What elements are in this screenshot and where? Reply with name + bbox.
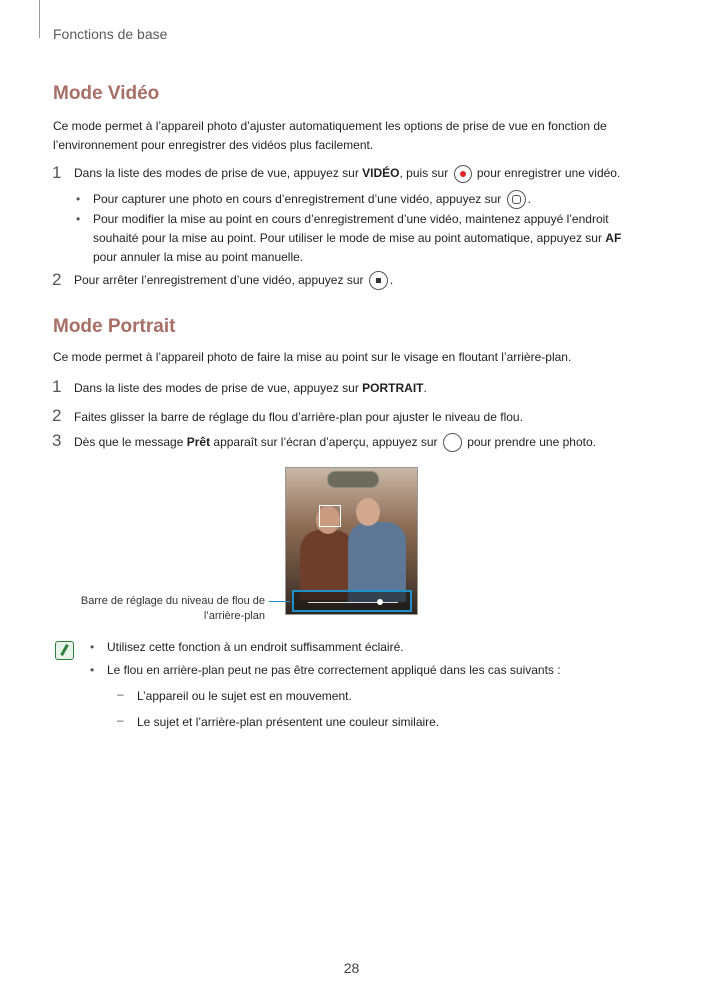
portrait-preview-image [285,467,418,615]
video-step-2-number: 2 [52,270,62,289]
bullet-marker: • [76,192,81,206]
page-number: 28 [343,960,360,976]
note-pencil-icon [55,641,74,660]
note-dash-2: Le sujet et l’arrière-plan présentent une couleur similaire. [137,715,440,729]
dash-marker: – [117,687,124,701]
video-step-1-bold: VIDÉO [362,166,400,180]
video-bullet-2 [93,210,641,267]
section-title-video: Mode Vidéo [53,83,160,104]
note-bullet-1: Utilisez cette fonction à un endroit suffisamment éclairé. [107,640,404,654]
section-title-portrait: Mode Portrait [53,316,176,337]
record-icon [454,165,472,183]
portrait-step-3-number: 3 [52,431,62,450]
portrait-step-1 [74,379,644,398]
portrait-step-3-bold: Prêt [186,435,211,449]
video-bullet-2-post: pour annuler la mise au point manuelle. [93,250,304,264]
shutter-icon [443,433,462,452]
video-step-1-mid: , puis sur [399,166,452,180]
bullet-marker: • [90,663,95,677]
portrait-step-3 [74,433,644,452]
video-step-1-pre: Dans la liste des modes de prise de vue, appuyez sur [74,166,363,180]
portrait-step-3-pre: Dès que le message [74,435,187,449]
video-step-2-pre: Pour arrêter l’enregistrement d’une vidéo, appuyez sur [74,273,367,287]
callout-label [60,594,265,624]
dash-marker: – [117,713,124,727]
callout-line [269,601,290,602]
portrait-step-1-post: . [423,381,427,395]
portrait-step-1-number: 1 [52,377,62,396]
portrait-step-2-number: 2 [52,406,62,425]
header-title: Fonctions de base [53,26,168,42]
portrait-step-1-bold: PORTRAIT [362,381,424,395]
video-bullet-2-bold: AF [605,231,622,245]
video-bullet-1 [93,190,641,209]
bullet-marker: • [76,212,81,226]
face-focus-frame [319,505,341,527]
note-bullet-2: Le flou en arrière-plan peut ne pas être correctement appliqué dans les cas suivants : [107,663,561,677]
video-intro: Ce mode permet à l’appareil photo d’ajuster automatiquement les options de prise de vue en fonction de l’environnement pour enregistrer des vidéos plus facilement. [53,119,607,152]
video-bullet-1-pre: Pour capturer une photo en cours d’enregistrement d’une vidéo, appuyez sur [93,192,505,206]
stop-icon [369,271,388,290]
callout-label-line-2: l’arrière-plan [203,610,265,622]
blur-slider-track [308,602,398,603]
face-right [356,498,380,526]
video-step-1-number: 1 [52,163,62,182]
video-step-2-post: . [389,273,394,287]
camera-capture-icon [507,190,526,209]
video-bullet-1-post: . [527,192,531,206]
video-step-1-post: pour enregistrer une vidéo. [473,166,621,180]
portrait-step-2: Faites glisser la barre de réglage du flou d’arrière-plan pour ajuster le niveau de flou. [74,410,523,424]
portrait-intro: Ce mode permet à l’appareil photo de faire la mise au point sur le visage en floutant l’arrière-plan. [53,350,572,364]
portrait-step-3-post: pour prendre une photo. [463,435,596,449]
header-divider [39,0,40,38]
portrait-step-1-pre: Dans la liste des modes de prise de vue, appuyez sur [74,381,363,395]
ready-indicator [327,471,379,488]
video-step-2 [74,271,644,290]
note-dash-1: L’appareil ou le sujet est en mouvement. [137,689,352,703]
background-blur-slider[interactable] [292,590,412,612]
video-step-1 [74,164,644,183]
blur-slider-knob[interactable] [377,599,383,605]
bullet-marker: • [90,640,95,654]
callout-label-line-1: Barre de réglage du niveau de flou de [80,595,265,607]
portrait-step-3-mid: apparaît sur l’écran d’aperçu, appuyez sur [210,435,441,449]
video-bullet-2-pre: Pour modifier la mise au point en cours d’enregistrement d’une vidéo, maintenez appuyé l’endroit souhaité pour la mise au point. Pour utiliser le mode de mise au point automatique, appuyez sur [93,212,609,245]
